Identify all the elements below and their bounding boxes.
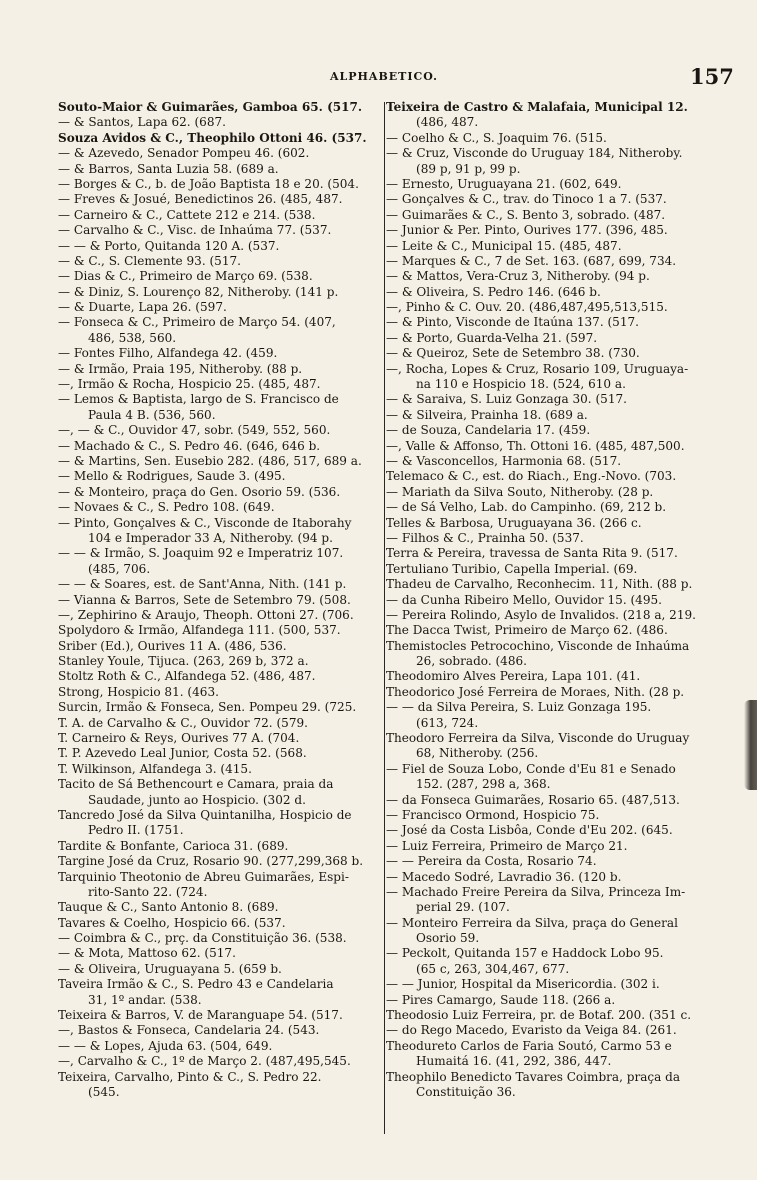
directory-entry-line: — Mariath da Silva Souto, Nitheroby. (28 p.	[386, 484, 654, 499]
directory-entry-line: — Carneiro & C., Cattete 212 e 214. (538.	[58, 207, 316, 222]
directory-entry-line: — & Queiroz, Sete de Setembro 38. (730.	[386, 346, 640, 361]
page-edge-shadow	[744, 700, 757, 790]
directory-entry-line: Theodureto Carlos de Faria Soutó, Carmo 53 e	[386, 1038, 672, 1053]
directory-entry-line: — & Oliveira, Uruguayana 5. (659 b.	[58, 961, 282, 976]
directory-entry-line: — — & Soares, est. de Sant'Anna, Nith. (141 p.	[58, 577, 347, 592]
directory-entry-line: Themistocles Petrocochino, Visconde de Inhaúma	[386, 638, 690, 653]
directory-entry-line: Sriber (Ed.), Ourives 11 A. (486, 536.	[58, 638, 287, 653]
directory-entry-line: The Dacca Twist, Primeiro de Março 62. (486.	[386, 623, 668, 638]
directory-entry-line: — & Monteiro, praça do Gen. Osorio 59. (536.	[58, 484, 341, 499]
directory-entry-line: — & Azevedo, Senador Pompeu 46. (602.	[58, 146, 310, 161]
directory-entry-line: — Coelho & C., S. Joaquim 76. (515.	[386, 130, 607, 145]
directory-entry-line: — Lemos & Baptista, largo de S. Francisco de	[58, 392, 339, 407]
directory-entry-line: — & Mota, Mattoso 62. (517.	[58, 946, 236, 961]
directory-entry-line: — Peckolt, Quitanda 157 e Haddock Lobo 95.	[386, 946, 664, 961]
directory-entry-line: — & Saraiva, S. Luiz Gonzaga 30. (517.	[386, 392, 627, 407]
directory-entry-line: — Francisco Ormond, Hospicio 75.	[386, 807, 600, 822]
directory-entry-line: —, — & C., Ouvidor 47, sobr. (549, 552, 560.	[58, 423, 331, 438]
directory-entry-line: perial 29. (107.	[416, 900, 510, 915]
page-number: 157	[690, 64, 734, 89]
right-column	[386, 100, 726, 1100]
directory-entry-line: T. Wilkinson, Alfandega 3. (415.	[58, 761, 252, 776]
directory-entry-line: 26, sobrado. (486.	[416, 654, 528, 669]
directory-entry-line: Pedro II. (1751.	[88, 823, 184, 838]
directory-entry-line: Tauque & C., Santo Antonio 8. (689.	[58, 900, 279, 915]
directory-entry-line: rito-Santo 22. (724.	[88, 884, 208, 899]
directory-entry-line: —, Rocha, Lopes & Cruz, Rosario 109, Uruguaya-	[386, 361, 689, 376]
directory-entry-line: — Leite & C., Municipal 15. (485, 487.	[386, 238, 622, 253]
directory-entry-line: —, Bastos & Fonseca, Candelaria 24. (543.	[58, 1023, 320, 1038]
directory-entry-line: Tavares & Coelho, Hospicio 66. (537.	[58, 915, 286, 930]
directory-entry-line: Strong, Hospicio 81. (463.	[58, 684, 219, 699]
directory-entry-line: Spolydoro & Irmão, Alfandega 111. (500, 537.	[58, 623, 341, 638]
directory-entry-line: Stoltz Roth & C., Alfandega 52. (486, 487.	[58, 669, 316, 684]
directory-entry-line: — Gonçalves & C., trav. do Tinoco 1 a 7. (537.	[386, 192, 667, 207]
directory-entry-line: — Filhos & C., Prainha 50. (537.	[386, 530, 584, 545]
directory-entry-line: — & Silveira, Prainha 18. (689 a.	[386, 407, 588, 422]
directory-entry-line: — Novaes & C., S. Pedro 108. (649.	[58, 500, 275, 515]
directory-entry-line: — & Martins, Sen. Eusebio 282. (486, 517, 689 a.	[58, 453, 362, 468]
directory-entry-line: (89 p, 91 p, 99 p.	[416, 161, 521, 176]
directory-entry-line: —, Irmão & Rocha, Hospicio 25. (485, 487.	[58, 377, 321, 392]
directory-entry-line: Teixeira & Barros, V. de Maranguape 54. (517.	[58, 1008, 343, 1023]
directory-entry-line: — & Oliveira, S. Pedro 146. (646 b.	[386, 284, 601, 299]
directory-entry-line: na 110 e Hospicio 18. (524, 610 a.	[416, 377, 626, 392]
directory-entry-line: Theodomiro Alves Pereira, Lapa 101. (41.	[386, 669, 641, 684]
directory-entry-line: — & Diniz, S. Lourenço 82, Nitheroby. (141 p.	[58, 284, 339, 299]
page-header	[0, 62, 757, 92]
directory-entry-line: Constituição 36.	[416, 1085, 516, 1099]
directory-entry-line: 486, 538, 560.	[88, 330, 177, 345]
directory-entry-line: Theodosio Luiz Ferreira, pr. de Botaf. 200. (351 c.	[386, 1008, 692, 1023]
directory-entry-line: Tertuliano Turibio, Capella Imperial. (69.	[386, 561, 638, 576]
directory-columns	[0, 100, 757, 1160]
directory-entry-line: Thadeu de Carvalho, Reconhecim. 11, Nith. (88 p.	[386, 577, 693, 592]
directory-entry-line: —, Pinho & C. Ouv. 20. (486,487,495,513,515.	[386, 300, 668, 315]
directory-entry-line: Osorio 59.	[416, 931, 480, 946]
directory-entry-line: —, Carvalho & C., 1º de Março 2. (487,495,545.	[58, 1054, 351, 1069]
directory-entry-line: — & Santos, Lapa 62. (687.	[58, 115, 226, 130]
directory-entry-line: — Luiz Ferreira, Primeiro de Março 21.	[386, 838, 628, 853]
directory-entry-line: — Fontes Filho, Alfandega 42. (459.	[58, 346, 278, 361]
directory-entry-line: — Marques & C., 7 de Set. 163. (687, 699, 734.	[386, 253, 677, 268]
directory-entry-line: Paula 4 B. (536, 560.	[88, 407, 216, 422]
directory-entry-line: Surcin, Irmão & Fonseca, Sen. Pompeu 29. (725.	[58, 700, 357, 715]
directory-entry-line: — Vianna & Barros, Sete de Setembro 79. (508.	[58, 592, 351, 607]
directory-entry-line: T. P. Azevedo Leal Junior, Costa 52. (568.	[58, 746, 307, 761]
directory-entry-line: — José da Costa Lisbôa, Conde d'Eu 202. (645.	[386, 823, 673, 838]
directory-entry-line: 31, 1º andar. (538.	[88, 992, 202, 1007]
directory-entry-line: Theophilo Benedicto Tavares Coimbra, praça da	[386, 1069, 681, 1084]
directory-entry-line: — Coimbra & C., prç. da Constituição 36. (538.	[58, 931, 347, 946]
directory-entry-line: Souza Avidos & C., Theophilo Ottoni 46. (537.	[58, 130, 367, 145]
directory-entry-line: — Mello & Rodrigues, Saude 3. (495.	[58, 469, 286, 484]
directory-entry-line: — & Mattos, Vera-Cruz 3, Nitheroby. (94 p.	[386, 269, 650, 284]
directory-entry-line: — Guimarães & C., S. Bento 3, sobrado. (487.	[386, 207, 666, 222]
directory-entry-line: — da Cunha Ribeiro Mello, Ouvidor 15. (495.	[386, 592, 663, 607]
directory-entry-line: T. A. de Carvalho & C., Ouvidor 72. (579.	[58, 715, 308, 730]
directory-entry-line: — de Souza, Candelaria 17. (459.	[386, 423, 591, 438]
directory-entry-line: — — & Porto, Quitanda 120 A. (537.	[58, 238, 280, 253]
directory-entry-line: Theodoro Ferreira da Silva, Visconde do Uruguay	[386, 731, 690, 746]
directory-entry-line: Tardite & Bonfante, Carioca 31. (689.	[58, 838, 289, 853]
directory-entry-line: — Fonseca & C., Primeiro de Março 54. (407,	[58, 315, 336, 330]
directory-entry-line: (613, 724.	[416, 715, 479, 730]
directory-entry-line: —, Valle & Affonso, Th. Ottoni 16. (485, 487,500.	[386, 438, 685, 453]
directory-entry-line: Taveira Irmão & C., S. Pedro 43 e Candelaria	[58, 977, 334, 992]
directory-entry-line: — Borges & C., b. de João Baptista 18 e 20. (504.	[58, 176, 359, 191]
directory-entry-line: (65 c, 263, 304,467, 677.	[416, 961, 570, 976]
directory-entry-line: — — Junior, Hospital da Misericordia. (302 i.	[386, 977, 660, 992]
directory-entry-line: Souto-Maior & Guimarães, Gamboa 65. (517.	[58, 100, 363, 114]
directory-entry-line: Terra & Pereira, travessa de Santa Rita 9. (517.	[386, 546, 678, 561]
column-divider	[384, 102, 385, 1134]
directory-entry-line: — Machado Freire Pereira da Silva, Princeza Im-	[386, 884, 686, 899]
directory-entry-line: — & Irmão, Praia 195, Nitheroby. (88 p.	[58, 361, 303, 376]
directory-entry-line: Telemaco & C., est. do Riach., Eng.-Novo. (703.	[386, 469, 677, 484]
directory-entry-line: — Junior & Per. Pinto, Ourives 177. (396, 485.	[386, 223, 668, 238]
directory-entry-line: — — & Irmão, S. Joaquim 92 e Imperatriz 107.	[58, 546, 344, 561]
directory-entry-line: (486, 487.	[416, 115, 479, 130]
directory-entry-line: — Pires Camargo, Saude 118. (266 a.	[386, 992, 616, 1007]
directory-entry-line: — & Cruz, Visconde do Uruguay 184, Nitheroby.	[386, 146, 683, 161]
directory-entry-line: — Dias & C., Primeiro de Março 69. (538.	[58, 269, 313, 284]
directory-entry-line: — & Porto, Guarda-Velha 21. (597.	[386, 330, 598, 345]
directory-entry-line: — & Barros, Santa Luzia 58. (689 a.	[58, 161, 279, 176]
running-head: ALPHABETICO.	[330, 70, 439, 83]
directory-entry-line: — Monteiro Ferreira da Silva, praça do General	[386, 915, 678, 930]
directory-entry-line: 152. (287, 298 a, 368.	[416, 777, 551, 792]
directory-entry-line: — & Duarte, Lapa 26. (597.	[58, 300, 227, 315]
directory-entry-line: — — & Lopes, Ajuda 63. (504, 649.	[58, 1038, 273, 1053]
directory-entry-line: Theodorico José Ferreira de Moraes, Nith. (28 p.	[386, 684, 685, 699]
directory-entry-line: — Pinto, Gonçalves & C., Visconde de Itaborahy	[58, 515, 352, 530]
directory-entry-line: — & Vasconcellos, Harmonia 68. (517.	[386, 453, 622, 468]
directory-entry-line: Humaitá 16. (41, 292, 386, 447.	[416, 1054, 612, 1069]
directory-entry-line: Targine José da Cruz, Rosario 90. (277,299,368 b.	[58, 854, 364, 869]
directory-entry-line: — Ernesto, Uruguayana 21. (602, 649.	[386, 176, 622, 191]
directory-entry-line: 68, Nitheroby. (256.	[416, 746, 539, 761]
directory-entry-line: — Pereira Rolindo, Asylo de Invalidos. (218 a, 219.	[386, 607, 696, 622]
directory-entry-line: Stanley Youle, Tijuca. (263, 269 b, 372 a.	[58, 654, 309, 669]
directory-entry-line: — Fiel de Souza Lobo, Conde d'Eu 81 e Senado	[386, 761, 676, 776]
directory-entry-line: Tacito de Sá Bethencourt e Camara, praia da	[58, 777, 334, 792]
directory-entry-line: Telles & Barbosa, Uruguayana 36. (266 c.	[386, 515, 642, 530]
left-column	[58, 100, 384, 1100]
directory-entry-line: (545.	[88, 1085, 120, 1099]
directory-entry-line: Tancredo José da Silva Quintanilha, Hospicio de	[58, 807, 352, 822]
directory-entry-line: — & Pinto, Visconde de Itaúna 137. (517.	[386, 315, 640, 330]
directory-entry-line: (485, 706.	[88, 561, 151, 576]
directory-entry-line: — da Fonseca Guimarães, Rosario 65. (487,513.	[386, 792, 680, 807]
directory-entry-line: — Machado & C., S. Pedro 46. (646, 646 b.	[58, 438, 321, 453]
directory-entry-line: — — Pereira da Costa, Rosario 74.	[386, 854, 597, 869]
directory-entry-line: Tarquinio Theotonio de Abreu Guimarães, Espi-	[58, 869, 349, 884]
directory-entry-line: Teixeira de Castro & Malafaia, Municipal 12.	[386, 100, 688, 114]
directory-entry-line: —, Zephirino & Araujo, Theoph. Ottoni 27. (706.	[58, 607, 354, 622]
directory-entry-line: T. Carneiro & Reys, Ourives 77 A. (704.	[58, 731, 300, 746]
directory-entry-line: 104 e Imperador 33 A, Nitheroby. (94 p.	[88, 530, 333, 545]
directory-entry-line: — do Rego Macedo, Evaristo da Veiga 84. (261.	[386, 1023, 677, 1038]
directory-entry-line: — & C., S. Clemente 93. (517.	[58, 253, 242, 268]
directory-entry-line: Saudade, junto ao Hospicio. (302 d.	[88, 792, 306, 807]
directory-entry-line: — Macedo Sodré, Lavradio 36. (120 b.	[386, 869, 622, 884]
directory-entry-line: — Freves & Josué, Benedictinos 26. (485, 487.	[58, 192, 343, 207]
directory-entry-line: — de Sá Velho, Lab. do Campinho. (69, 212 b.	[386, 500, 667, 515]
directory-entry-line: Teixeira, Carvalho, Pinto & C., S. Pedro 22.	[58, 1069, 322, 1084]
directory-entry-line: — Carvalho & C., Visc. de Inhaúma 77. (537.	[58, 223, 332, 238]
directory-entry-line: — — da Silva Pereira, S. Luiz Gonzaga 195.	[386, 700, 652, 715]
